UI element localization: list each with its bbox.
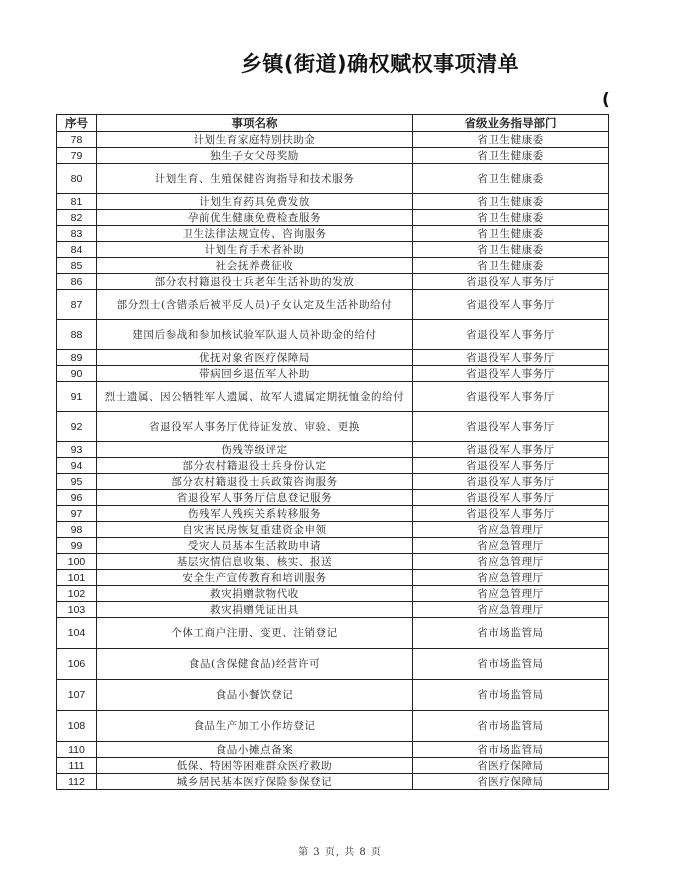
table-row bbox=[57, 350, 609, 366]
row-item-name: 烈士遗属、因公牺牲军人遗属、故军人遗属定期抚恤金的给付 bbox=[97, 382, 413, 412]
row-number: 103 bbox=[57, 602, 97, 618]
row-department: 省应急管理厅 bbox=[413, 586, 609, 602]
table-row bbox=[57, 442, 609, 458]
row-number: 89 bbox=[57, 350, 97, 366]
row-department: 省退役军人事务厅 bbox=[413, 290, 609, 320]
items-table bbox=[56, 114, 609, 790]
table-row bbox=[57, 412, 609, 442]
row-number: 99 bbox=[57, 538, 97, 554]
row-department: 省卫生健康委 bbox=[413, 242, 609, 258]
table-row bbox=[57, 522, 609, 538]
row-department: 省退役军人事务厅 bbox=[413, 366, 609, 382]
row-number: 78 bbox=[57, 132, 97, 148]
row-item-name: 计划生育手术者补助 bbox=[97, 242, 413, 258]
table-row bbox=[57, 382, 609, 412]
row-item-name: 孕前优生健康免费检查服务 bbox=[97, 210, 413, 226]
row-number: 79 bbox=[57, 148, 97, 164]
row-number: 107 bbox=[57, 680, 97, 711]
row-department: 省退役军人事务厅 bbox=[413, 382, 609, 412]
table-row bbox=[57, 742, 609, 758]
row-item-name: 优抚对象省医疗保障局 bbox=[97, 350, 413, 366]
row-department: 省退役军人事务厅 bbox=[413, 350, 609, 366]
table-row bbox=[57, 320, 609, 350]
page-footer: 第 3 页, 共 8 页 bbox=[298, 847, 382, 858]
table-row bbox=[57, 148, 609, 164]
table-row bbox=[57, 210, 609, 226]
row-number: 88 bbox=[57, 320, 97, 350]
row-number: 90 bbox=[57, 366, 97, 382]
row-department: 省退役军人事务厅 bbox=[413, 412, 609, 442]
row-department: 省卫生健康委 bbox=[413, 226, 609, 242]
row-item-name: 社会抚养费征收 bbox=[97, 258, 413, 274]
row-item-name: 伤残等级评定 bbox=[97, 442, 413, 458]
row-department: 省市场监管局 bbox=[413, 680, 609, 711]
row-department: 省退役军人事务厅 bbox=[413, 442, 609, 458]
row-number: 108 bbox=[57, 711, 97, 742]
row-department: 省市场监管局 bbox=[413, 618, 609, 649]
row-number: 97 bbox=[57, 506, 97, 522]
row-item-name: 伤残军人残疾关系转移服务 bbox=[97, 506, 413, 522]
row-item-name: 卫生法律法规宣传、咨询服务 bbox=[97, 226, 413, 242]
row-item-name: 个体工商户注册、变更、注销登记 bbox=[97, 618, 413, 649]
row-number: 87 bbox=[57, 290, 97, 320]
table-row bbox=[57, 132, 609, 148]
row-item-name: 计划生育家庭特别扶助金 bbox=[97, 132, 413, 148]
row-item-name: 救灾捐赠款物代收 bbox=[97, 586, 413, 602]
table-row bbox=[57, 290, 609, 320]
row-item-name: 计划生育、生殖保健咨询指导和技术服务 bbox=[97, 164, 413, 194]
table-row bbox=[57, 774, 609, 790]
row-item-name: 带病回乡退伍军人补助 bbox=[97, 366, 413, 382]
table-row bbox=[57, 258, 609, 274]
row-item-name: 救灾捐赠凭证出具 bbox=[97, 602, 413, 618]
table-row bbox=[57, 242, 609, 258]
table-row bbox=[57, 458, 609, 474]
row-item-name: 食品生产加工小作坊登记 bbox=[97, 711, 413, 742]
row-number: 82 bbox=[57, 210, 97, 226]
table-row bbox=[57, 506, 609, 522]
row-number: 106 bbox=[57, 649, 97, 680]
row-department: 省卫生健康委 bbox=[413, 132, 609, 148]
header-no: 序号 bbox=[57, 115, 97, 132]
row-department: 省市场监管局 bbox=[413, 742, 609, 758]
row-department: 省退役军人事务厅 bbox=[413, 458, 609, 474]
header-name: 事项名称 bbox=[97, 115, 413, 132]
table-row bbox=[57, 164, 609, 194]
row-item-name: 低保、特困等困难群众医疗救助 bbox=[97, 758, 413, 774]
row-number: 102 bbox=[57, 586, 97, 602]
table-row bbox=[57, 586, 609, 602]
row-item-name: 食品(含保健食品)经营许可 bbox=[97, 649, 413, 680]
table-header-row bbox=[57, 115, 609, 132]
row-department: 省医疗保障局 bbox=[413, 758, 609, 774]
row-item-name: 安全生产宣传教育和培训服务 bbox=[97, 570, 413, 586]
row-department: 省医疗保障局 bbox=[413, 774, 609, 790]
corner-mark: ( bbox=[602, 90, 610, 110]
table-row bbox=[57, 602, 609, 618]
row-number: 92 bbox=[57, 412, 97, 442]
row-item-name: 部分农村籍退役士兵身份认定 bbox=[97, 458, 413, 474]
row-department: 省退役军人事务厅 bbox=[413, 474, 609, 490]
table-row bbox=[57, 274, 609, 290]
table-row bbox=[57, 194, 609, 210]
row-number: 101 bbox=[57, 570, 97, 586]
row-number: 98 bbox=[57, 522, 97, 538]
row-department: 省退役军人事务厅 bbox=[413, 506, 609, 522]
row-item-name: 部分农村籍退役士兵老年生活补助的发放 bbox=[97, 274, 413, 290]
page-title: 乡镇(街道)确权赋权事项清单 bbox=[240, 52, 520, 76]
table-row bbox=[57, 226, 609, 242]
row-number: 104 bbox=[57, 618, 97, 649]
row-department: 省应急管理厅 bbox=[413, 554, 609, 570]
row-item-name: 基层灾情信息收集、核实、报送 bbox=[97, 554, 413, 570]
table-row bbox=[57, 711, 609, 742]
table-row bbox=[57, 474, 609, 490]
row-number: 112 bbox=[57, 774, 97, 790]
row-item-name: 食品小餐饮登记 bbox=[97, 680, 413, 711]
row-number: 95 bbox=[57, 474, 97, 490]
table-row bbox=[57, 366, 609, 382]
row-item-name: 城乡居民基本医疗保险参保登记 bbox=[97, 774, 413, 790]
table-row bbox=[57, 538, 609, 554]
row-department: 省应急管理厅 bbox=[413, 570, 609, 586]
table-body bbox=[57, 132, 609, 790]
row-department: 省应急管理厅 bbox=[413, 602, 609, 618]
table-row bbox=[57, 649, 609, 680]
row-department: 省退役军人事务厅 bbox=[413, 320, 609, 350]
row-item-name: 受灾人员基本生活救助申请 bbox=[97, 538, 413, 554]
row-department: 省卫生健康委 bbox=[413, 194, 609, 210]
row-item-name: 建国后参战和参加核试验军队退人员补助金的给付 bbox=[97, 320, 413, 350]
row-number: 81 bbox=[57, 194, 97, 210]
row-number: 83 bbox=[57, 226, 97, 242]
row-number: 84 bbox=[57, 242, 97, 258]
row-department: 省卫生健康委 bbox=[413, 148, 609, 164]
row-number: 100 bbox=[57, 554, 97, 570]
row-number: 93 bbox=[57, 442, 97, 458]
row-department: 省卫生健康委 bbox=[413, 164, 609, 194]
row-department: 省应急管理厅 bbox=[413, 538, 609, 554]
row-item-name: 计划生育药具免费发放 bbox=[97, 194, 413, 210]
row-department: 省退役军人事务厅 bbox=[413, 274, 609, 290]
table-row bbox=[57, 490, 609, 506]
row-department: 省市场监管局 bbox=[413, 649, 609, 680]
table-row bbox=[57, 618, 609, 649]
table-row bbox=[57, 680, 609, 711]
row-department: 省市场监管局 bbox=[413, 711, 609, 742]
row-item-name: 省退役军人事务厅信息登记服务 bbox=[97, 490, 413, 506]
row-number: 110 bbox=[57, 742, 97, 758]
row-number: 85 bbox=[57, 258, 97, 274]
table-row bbox=[57, 554, 609, 570]
row-department: 省卫生健康委 bbox=[413, 258, 609, 274]
row-number: 94 bbox=[57, 458, 97, 474]
row-item-name: 独生子女父母奖励 bbox=[97, 148, 413, 164]
row-number: 86 bbox=[57, 274, 97, 290]
table-row bbox=[57, 758, 609, 774]
row-item-name: 部分烈士(含错杀后被平反人员)子女认定及生活补助给付 bbox=[97, 290, 413, 320]
row-item-name: 食品小摊点备案 bbox=[97, 742, 413, 758]
table-row bbox=[57, 570, 609, 586]
row-number: 96 bbox=[57, 490, 97, 506]
row-item-name: 自灾害民房恢复重建资金申领 bbox=[97, 522, 413, 538]
row-number: 91 bbox=[57, 382, 97, 412]
row-department: 省退役军人事务厅 bbox=[413, 490, 609, 506]
row-department: 省卫生健康委 bbox=[413, 210, 609, 226]
row-number: 80 bbox=[57, 164, 97, 194]
row-item-name: 部分农村籍退役士兵政策咨询服务 bbox=[97, 474, 413, 490]
row-number: 111 bbox=[57, 758, 97, 774]
row-department: 省应急管理厅 bbox=[413, 522, 609, 538]
row-item-name: 省退役军人事务厅优待证发放、审验、更换 bbox=[97, 412, 413, 442]
header-dept: 省级业务指导部门 bbox=[413, 115, 609, 132]
